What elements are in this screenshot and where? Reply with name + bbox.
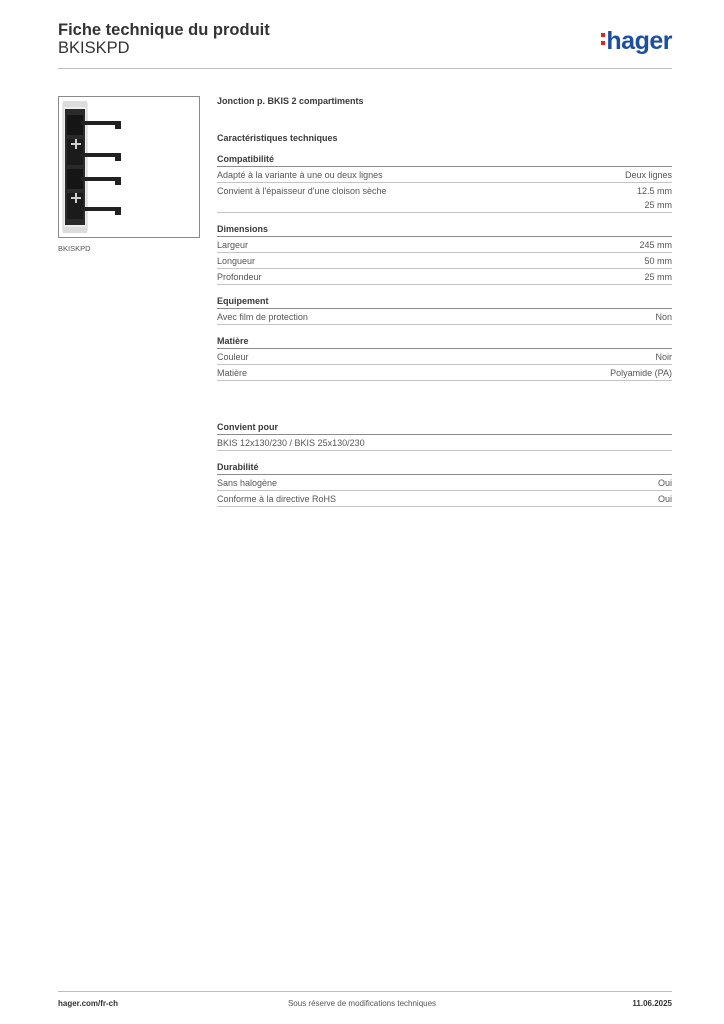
product-image: [58, 96, 200, 238]
spec-value: 12.5 mm 25 mm: [636, 186, 672, 210]
spec-row: [217, 435, 672, 451]
section-title: Compatibilité: [217, 153, 672, 167]
spec-label: Profondeur: [217, 272, 262, 282]
spec-value: Noir: [655, 352, 672, 362]
spec-row: [217, 309, 672, 325]
section-title: Durabilité: [217, 461, 672, 475]
spec-row: [217, 253, 672, 269]
spec-row: [217, 365, 672, 381]
spec-label: Avec film de protection: [217, 312, 308, 322]
section-dimensions: [217, 223, 672, 285]
image-caption: BKISKPD: [58, 244, 91, 253]
header-divider: [58, 68, 672, 69]
hager-logo[interactable]: [601, 27, 672, 56]
section-durability: [217, 461, 672, 507]
product-code: BKISKPD: [58, 39, 130, 57]
section-equipment: [217, 295, 672, 325]
spec-value: Deux lignes: [624, 170, 672, 180]
section-title: Dimensions: [217, 223, 672, 237]
product-junction-image: [59, 97, 199, 237]
spec-label: Sans halogène: [217, 478, 278, 488]
spec-value: Non: [655, 312, 672, 322]
spec-label: Convient à l'épaisseur d'une cloison sèche: [217, 186, 387, 196]
footer-website-link[interactable]: hager.com/fr-ch: [58, 999, 119, 1008]
spec-row: [217, 167, 672, 183]
section-title: Matière: [217, 335, 672, 349]
footer-note: Sous réserve de modifications techniques: [287, 999, 437, 1008]
spec-row: [217, 183, 672, 213]
logo-text: hager: [606, 27, 672, 55]
spec-label: Adapté à la variante à une ou deux lignes: [217, 170, 383, 180]
spec-row: [217, 475, 672, 491]
spec-row: [217, 349, 672, 365]
section-material: [217, 335, 672, 381]
section-suitable-for: [217, 421, 672, 451]
logo-colon-icon: [601, 33, 605, 49]
section-title: Convient pour: [217, 421, 672, 435]
spec-label: Matière: [217, 368, 248, 378]
product-name: Jonction p. BKIS 2 compartiments: [217, 96, 364, 106]
spec-label: Largeur: [217, 240, 249, 250]
spec-label: Longueur: [217, 256, 256, 266]
spec-value: Oui: [657, 494, 672, 504]
spec-value: Oui: [657, 478, 672, 488]
spec-row: [217, 269, 672, 285]
spec-label: Couleur: [217, 352, 249, 362]
spec-row: [217, 237, 672, 253]
spec-value: Polyamide (PA): [610, 368, 672, 378]
spec-row: [217, 491, 672, 507]
spec-value: 245 mm: [639, 240, 672, 250]
section-title: Equipement: [217, 295, 672, 309]
section-compatibility: [217, 153, 672, 213]
spec-label: Conforme à la directive RoHS: [217, 494, 337, 504]
spec-content: [217, 96, 672, 507]
spec-value: 25 mm: [644, 272, 672, 282]
footer-date: 11.06.2025: [632, 999, 672, 1008]
spec-label: BKIS 12x130/230 / BKIS 25x130/230: [217, 438, 365, 448]
page-title: Fiche technique du produit: [58, 21, 270, 39]
specs-heading: Caractéristiques techniques: [217, 133, 338, 143]
footer-divider: [58, 991, 672, 992]
spec-value: 50 mm: [644, 256, 672, 266]
